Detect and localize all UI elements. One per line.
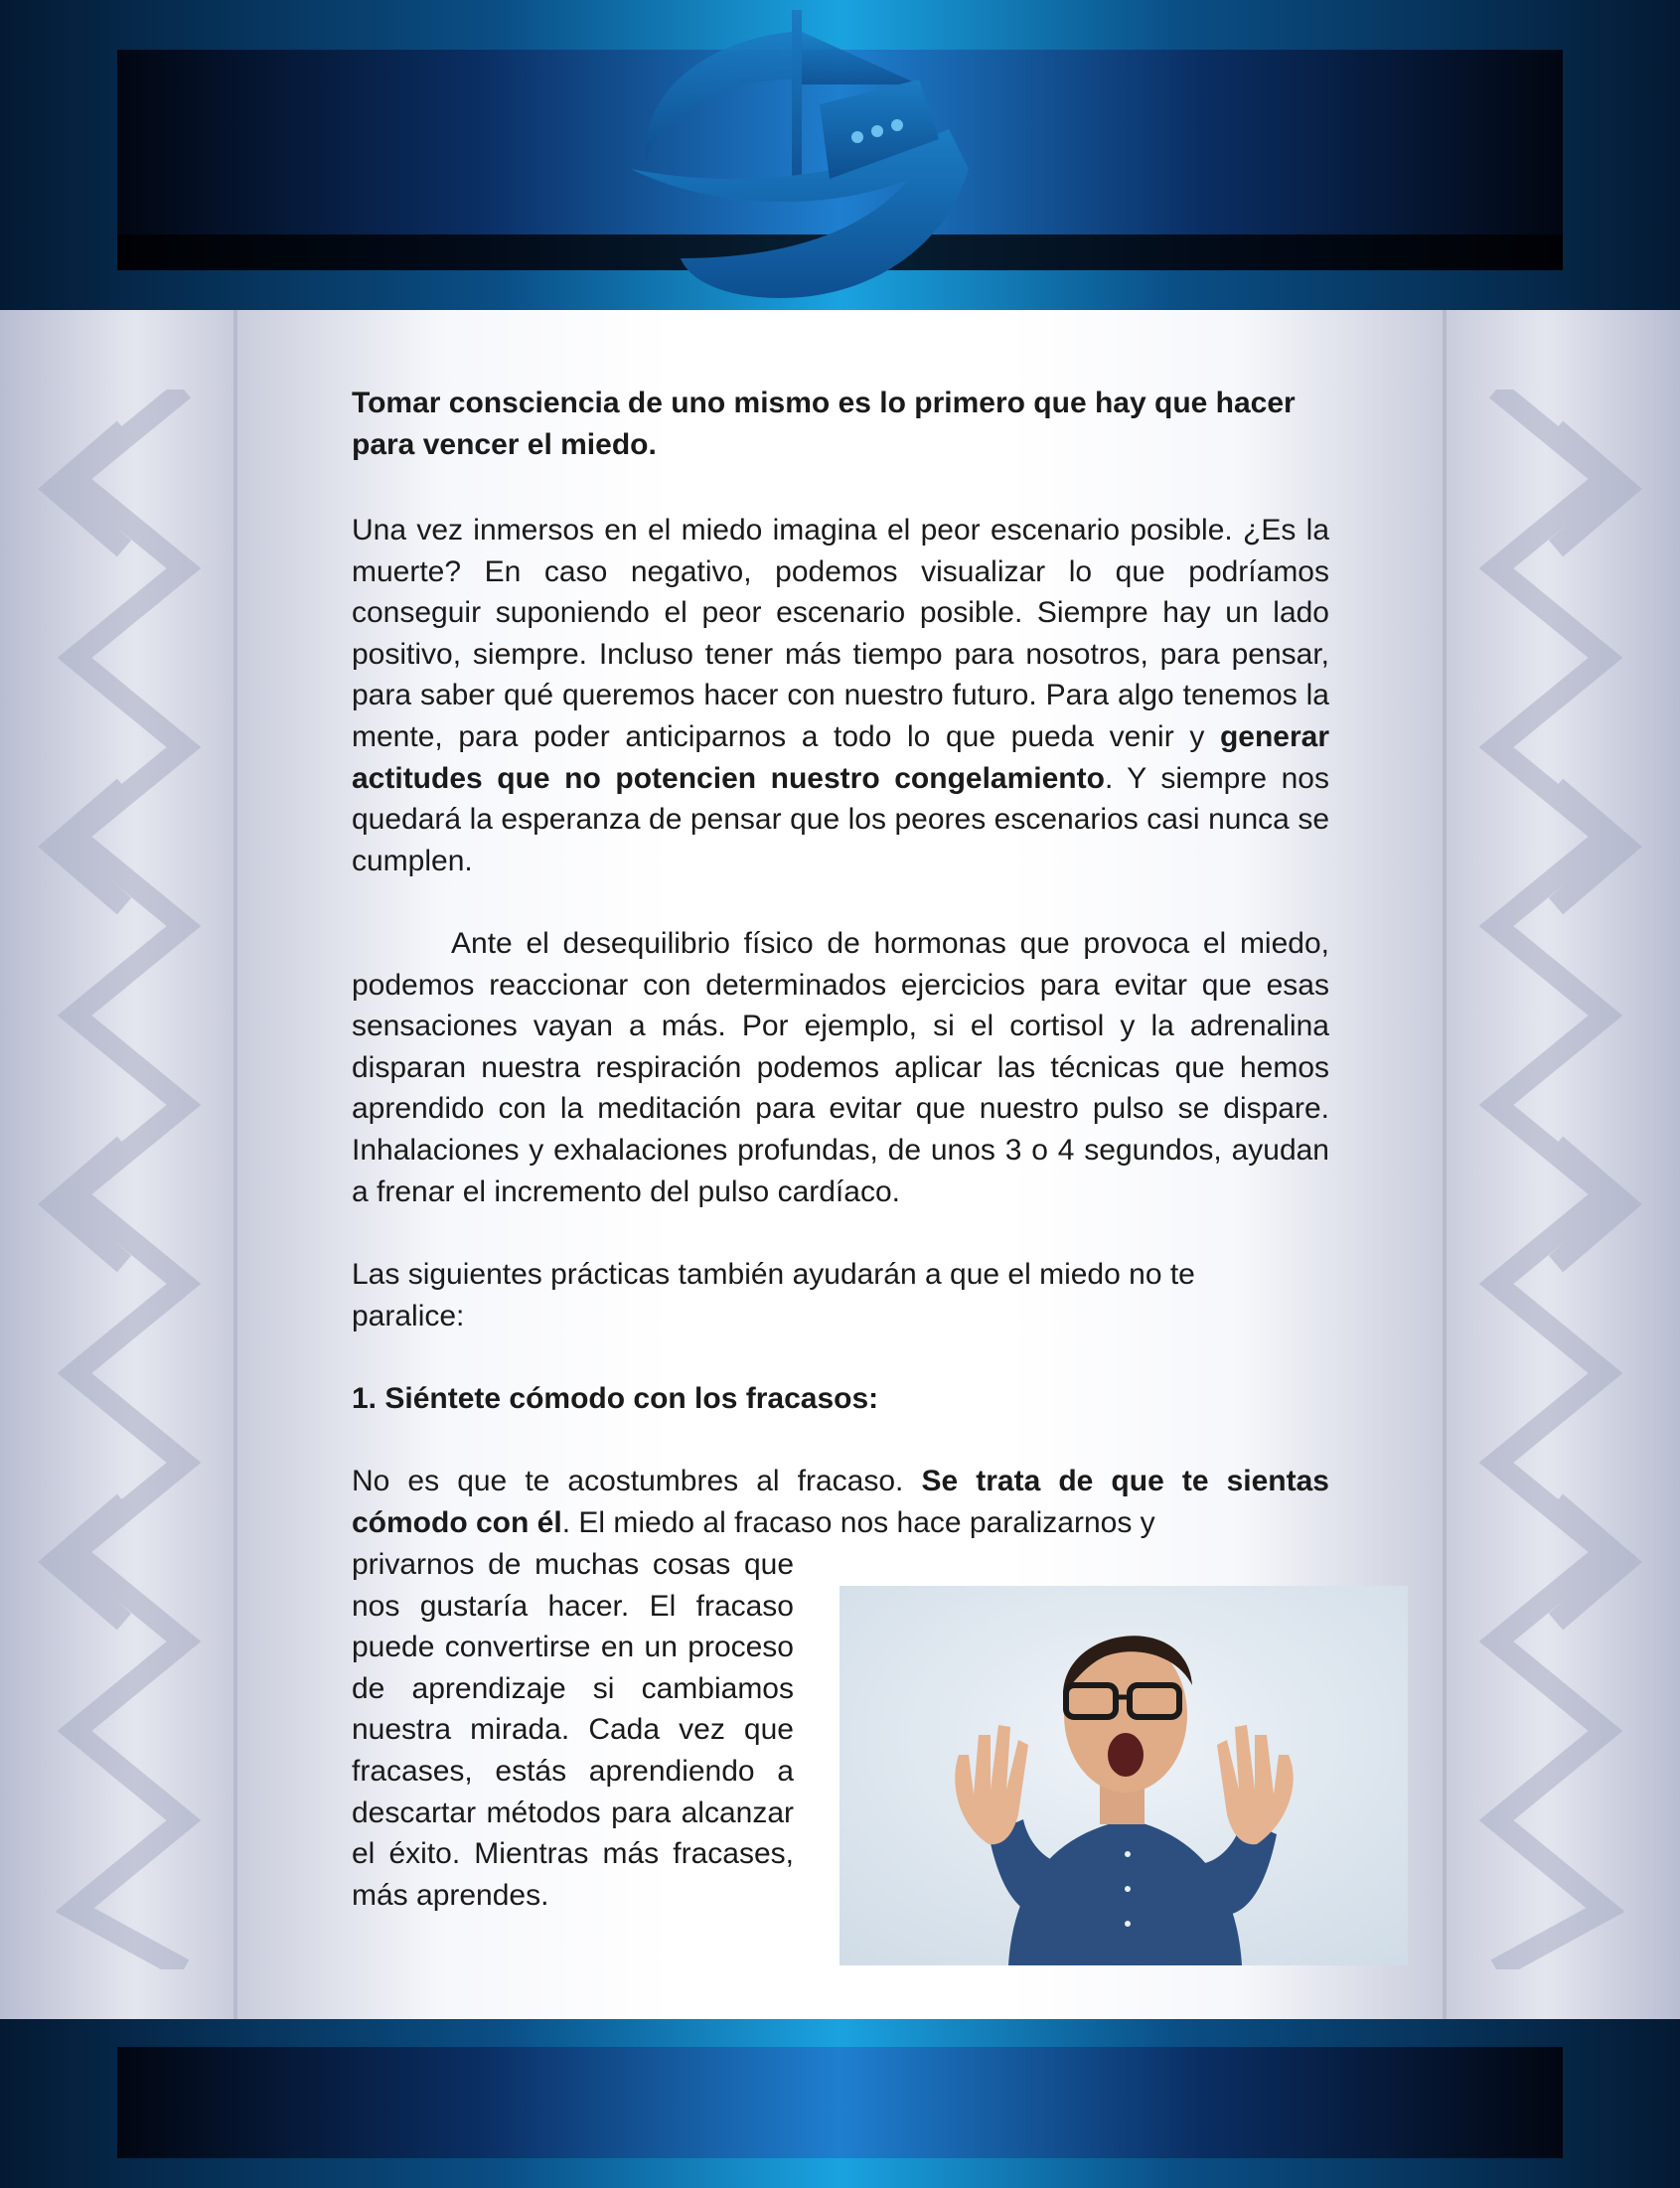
paragraph-text: . El miedo al fracaso nos hace paralizarnos y [561, 1505, 1155, 1539]
panel-divider [233, 310, 237, 2019]
paragraph-text: . Y siempre nos quedará la esperanza de pensar que los peores escenarios casi nunca se cumplen. [352, 761, 1329, 877]
footer-band [0, 2019, 1680, 2188]
paragraph-text: Una vez inmersos en el miedo imagina el peor escenario posible. ¿Es la muerte? En caso negativo, podemos visualizar lo que podríamos conseguir suponiendo el peor escenario posible. Siempre hay un lado positivo, siempre. Incluso tener más tiempo para nosotros, para pensar, para saber qué queremos hacer con nuestro futuro. Para algo tenemos la mente, para poder anticiparnos a todo lo que pueda venir y [352, 514, 1329, 753]
paragraph-hormones: Ante el desequilibrio físico de hormonas que provoca el miedo, podemos reaccionar con determinados ejercicios para evitar que esas sensaciones vayan a más. Por ejemplo, si el cortisol y la adrenalina disparan nuestra respiración podemos aplicar las técnicas que hemos aprendido con la meditación para evitar que nuestro pulso se dispare. Inhalaciones y exhalaciones profundas, de unos 3 o 4 segundos, ayudan a frenar el incremento del pulso cardíaco. [352, 927, 1329, 1208]
panel-divider [1443, 310, 1447, 2019]
intro-heading: Tomar consciencia de uno mismo es lo primero que hay que hacer para vencer el miedo. [352, 387, 1296, 461]
paragraph-worst-scenario [352, 510, 1329, 881]
footer-inner-band [117, 2047, 1563, 2158]
paragraph-failure-learning: privarnos de muchas cosas que nos gustaría hacer. El fracaso puede convertirse en un proceso de aprendizaje si cambiamos nuestra mirada. Cada vez que fracases, estás aprendiendo a descartar métodos para alcanzar el éxito. Mientras más fracases, más aprendes. [352, 1548, 794, 1912]
header-band [0, 0, 1680, 310]
paragraph-text: No es que te acostumbres al fracaso. [352, 1465, 922, 1497]
paragraph-failure-comfort [352, 1461, 1329, 1543]
paragraph-practices-intro: Las siguientes prácticas también ayudarán a que el miedo no te paralice: [352, 1258, 1195, 1332]
paragraph-bold-text: Se trata de que te sientas cómodo con él [352, 1465, 1329, 1539]
decorative-zigzag-pattern [35, 390, 224, 1969]
ship-logo-icon [621, 10, 1058, 308]
section-heading-failures: 1. Siéntete cómodo con los fracasos: [352, 1382, 879, 1415]
decorative-zigzag-pattern [1456, 390, 1645, 1969]
paragraph-bold-text: generar actitudes que no potencien nuestro congelamiento [352, 719, 1329, 795]
frightened-man-photo [840, 1586, 1408, 1965]
